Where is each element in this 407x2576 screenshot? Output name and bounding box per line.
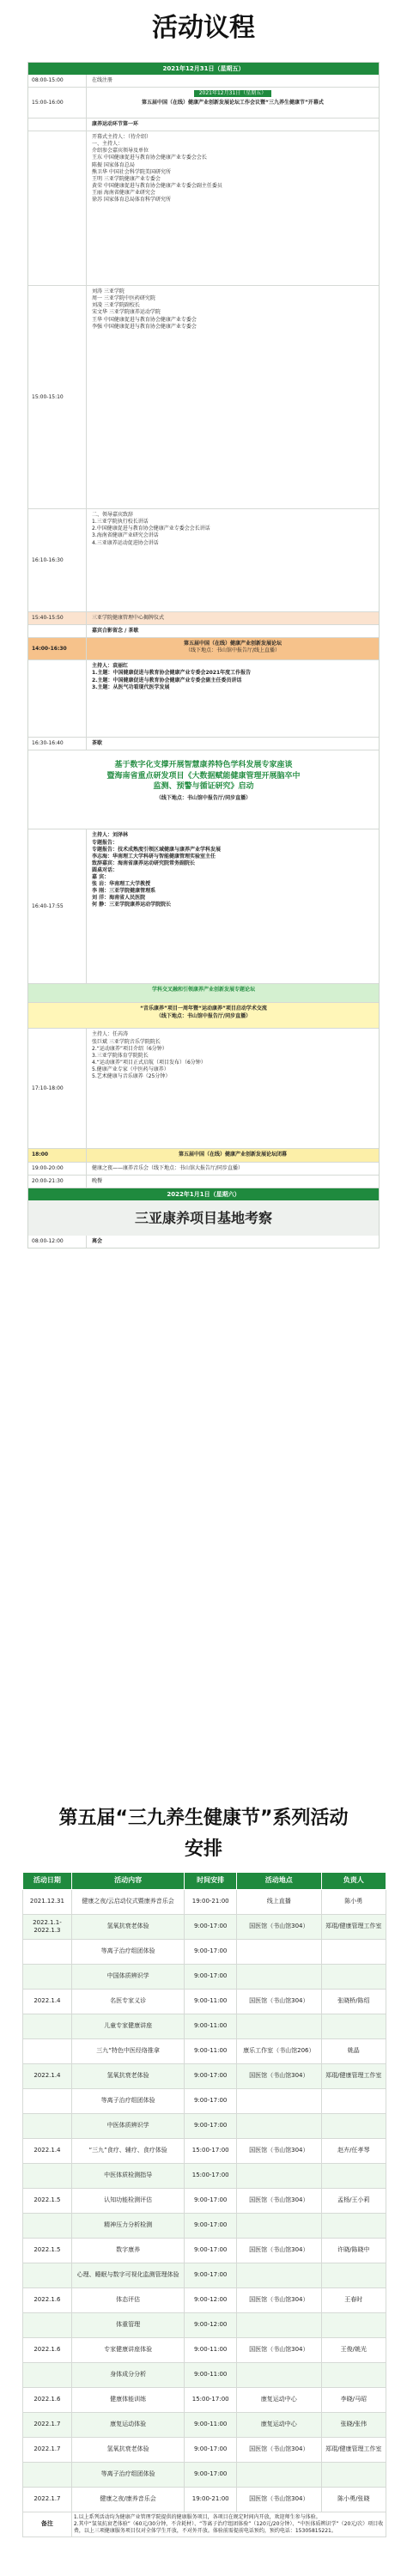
page-title: 活动议程 xyxy=(152,13,255,43)
cell-place: 康乐工作室（书山馆206） xyxy=(237,2039,322,2064)
agenda-row xyxy=(28,638,379,660)
cell-time: 19:00-21:00 xyxy=(185,2488,237,2512)
table-row xyxy=(23,2014,386,2039)
agenda-row xyxy=(28,1003,379,1029)
cell-date xyxy=(23,2039,72,2064)
cell-place xyxy=(237,2214,322,2239)
forum1-title: 第五届中国（在线）健康产业创新发展论坛 xyxy=(183,641,282,647)
cell-date: 2022.1.7 xyxy=(23,2438,72,2463)
row-text: 嘉宾合影留念 / 茶歇 xyxy=(92,628,139,635)
date-pill: 2021年12月31日（星期五） xyxy=(194,90,272,97)
day1-header: 2021年12月31日（星期五） xyxy=(28,63,379,75)
cell-date: 2022.1.1-2022.1.3 xyxy=(23,1915,72,1940)
table-row xyxy=(23,2214,386,2239)
cell-date: 2022.1.6 xyxy=(23,2338,72,2363)
row-time: 14:00-16:30 xyxy=(28,638,87,659)
cell-date: 2022.1.5 xyxy=(23,2239,72,2263)
table-row xyxy=(23,2488,386,2512)
opening-title: 第五届中国（在线）健康产业创新发展论坛工作会议暨“三九养生健康节”开幕式 xyxy=(142,100,324,106)
row-text: 健康之夜——康养音乐会（线下地点：书山馆大报告厅/同步直播） xyxy=(92,1164,244,1171)
table-row xyxy=(23,2288,386,2313)
row-time: 08:00-12:00 xyxy=(28,1236,87,1248)
cell-date xyxy=(23,2014,72,2039)
cell-place xyxy=(237,1940,322,1965)
cell-place xyxy=(237,2463,322,2488)
cell-time: 9:00-11:00 xyxy=(185,1990,237,2014)
forum3-body: 主持人：任芮涛 张巨斌 三亚学院音乐学院院长 2.“运动康养”项目介绍（6分钟） 3.三亚学院体育学院院长 4.“运动康养”项目正式启航（项目发布）（6分钟） 5.健康产业专家（中医药与康养） 5.艺术健康与音乐康养（25分钟） xyxy=(92,1031,206,1080)
row-time: 17:10-18:00 xyxy=(28,1029,87,1148)
col-header: 活动内容 xyxy=(71,1873,184,1890)
table-row xyxy=(23,2363,386,2388)
col-header: 负责人 xyxy=(321,1873,386,1890)
row-text: 晚餐 xyxy=(92,1177,103,1184)
row-time: 16:40-17:55 xyxy=(28,829,87,983)
speech-list: 二、领导嘉宾致辞 1.三亚学院执行校长讲话 2.中国健康促进与教育协会健康产业专委会会长讲话 3.海南省健康产业研究会讲话 4.三亚康养运动促进协会讲话 xyxy=(92,512,210,546)
cell-owner xyxy=(321,1940,386,1965)
forum2-title: 基于数字化支撑开展智慧康养特色学科发展专家座谈 暨海南省重点研发项目《大数据赋能健康管理开展脑卒中 监测、预警与循证研究》启动 xyxy=(106,761,301,791)
cell-owner: 姚晶 xyxy=(321,2039,386,2064)
cell-owner: 许晓/陈晓中 xyxy=(321,2239,386,2263)
cell-date xyxy=(23,2463,72,2488)
cell-place: 国医馆（书山馆304） xyxy=(237,2438,322,2463)
agenda-row xyxy=(28,131,379,286)
cell-date: 2021.12.31 xyxy=(23,1890,72,1915)
cell-date: 2022.1.4 xyxy=(23,2064,72,2089)
cell-owner: 陈小勇 xyxy=(321,1890,386,1915)
forum1-body: 主持人：袁丽红 1.主题：中国健康促进与教育协会健康产业专委会2021年度工作报告 2.主题：中国健康促进与教育协会健康产业专委会副主任委员讲话 3.主题：从医气功看现代医学发展 xyxy=(92,663,252,690)
table-row xyxy=(23,2388,386,2413)
cell-time: 9:00-17:00 xyxy=(185,2189,237,2214)
table-row xyxy=(23,2239,386,2263)
cell-time: 9:00-11:00 xyxy=(185,2413,237,2438)
cell-place xyxy=(237,2263,322,2288)
agenda-row xyxy=(28,1236,379,1248)
row-text: 在线注册 xyxy=(92,77,113,83)
cell-content: 氢氧抗衰老体验 xyxy=(71,1915,184,1940)
cell-date: 2022.1.7 xyxy=(23,2413,72,2438)
cell-place xyxy=(237,2363,322,2388)
row-time: 15:40-15:50 xyxy=(28,612,87,624)
cell-time: 9:00-17:00 xyxy=(185,1915,237,1940)
section-label: 康养运动环节第一环 xyxy=(92,121,139,128)
cell-content: 氢氧抗衰老体验 xyxy=(71,2438,184,2463)
cell-place: 国医馆（书山馆304） xyxy=(237,2139,322,2164)
agenda-row xyxy=(28,984,379,1003)
cell-content: 健康之夜/康养音乐会 xyxy=(71,2488,184,2512)
cell-place xyxy=(237,1965,322,1990)
table-row xyxy=(23,1990,386,2014)
cell-owner: 郑琨/健康管理工作室 xyxy=(321,1915,386,1940)
cell-owner xyxy=(321,2164,386,2189)
cell-place: 国医馆（书山馆304） xyxy=(237,2488,322,2512)
cell-owner xyxy=(321,2363,386,2388)
cell-date xyxy=(23,2263,72,2288)
cell-owner: 张晓/张伟 xyxy=(321,2413,386,2438)
cell-time: 15:00-17:00 xyxy=(185,2388,237,2413)
agenda-row xyxy=(28,75,379,88)
note-text: 1.以上系列活动均为健康产业管理学院提供的健康服务项目，各项目在规定时间内开放，欢迎师生参与体验。 2.其中“氢氧抗衰老体验”（60元/30分钟，不含耗材）、“等离子治疗组团体验”（120元/20分钟）、“中医体质辨识学”（20元/次）项目收费，以上三项健康服务项目仅对全体学生开放，不对外开放。体验前需提前电话预约，预约电话：15305815221。 xyxy=(71,2512,386,2537)
table-row xyxy=(23,1965,386,1990)
day2-header: 2022年1月1日（星期六） xyxy=(28,1188,379,1200)
table-row xyxy=(23,2338,386,2363)
cell-time: 9:00-12:00 xyxy=(185,2313,237,2338)
cell-owner: 李晓/马昭 xyxy=(321,2388,386,2413)
cell-content: 三九“特色中医经络推拿 xyxy=(71,2039,184,2064)
tea-break: 茶歇 xyxy=(92,740,103,747)
table-row xyxy=(23,1890,386,1915)
table-row xyxy=(23,2139,386,2164)
agenda-row xyxy=(28,829,379,984)
cell-owner: 王春时 xyxy=(321,2288,386,2313)
cell-owner xyxy=(321,2313,386,2338)
cell-time: 9:00-11:00 xyxy=(185,2363,237,2388)
cell-date: 2022.1.4 xyxy=(23,1990,72,2014)
cell-place xyxy=(237,2114,322,2139)
row-time: 16:10-16:30 xyxy=(28,509,87,611)
table-row xyxy=(23,2164,386,2189)
agenda-row xyxy=(28,750,379,829)
agenda-row xyxy=(28,1029,379,1149)
row-text: 离会 xyxy=(92,1238,103,1245)
table-row xyxy=(23,1940,386,1965)
cell-content: 中医体质辨识学 xyxy=(71,2114,184,2139)
cell-content: 中国体质辨识学 xyxy=(71,1965,184,1990)
agenda-row xyxy=(28,1163,379,1176)
cell-time: 9:00-12:00 xyxy=(185,2288,237,2313)
table-row xyxy=(23,2114,386,2139)
cell-place xyxy=(237,2164,322,2189)
agenda-row xyxy=(28,286,379,509)
table-row xyxy=(23,2463,386,2488)
cell-content: “三九”食疗、辅疗、食疗体验 xyxy=(71,2139,184,2164)
cell-owner: 张晓桥/陈绍 xyxy=(321,1990,386,2014)
cell-owner: 郑琨/健康管理工作室 xyxy=(321,2438,386,2463)
cell-owner xyxy=(321,2014,386,2039)
cell-date xyxy=(23,2313,72,2338)
cell-time: 9:00-17:00 xyxy=(185,2114,237,2139)
cell-time: 9:00-17:00 xyxy=(185,2214,237,2239)
cell-content: 等离子治疗组团体验 xyxy=(71,1940,184,1965)
cell-time: 9:00-11:00 xyxy=(185,2039,237,2064)
visit-title: 三亚康养项目基地考察 xyxy=(28,1200,379,1236)
cell-place xyxy=(237,2089,322,2114)
guest-list: 刘涛 三亚学院 周一 三亚学院中医药研究院 刘凌 三亚学院副校长 宋文华 三亚学院康养运动学院 王华 中国健康促进与教育协会健康产业专委会 李强 中国健康促进与教育协会健康产业专委会 xyxy=(92,289,197,330)
cell-date xyxy=(23,2164,72,2189)
cell-content: 体态评估 xyxy=(71,2288,184,2313)
cell-place: 国医馆（书山馆304） xyxy=(237,1990,322,2014)
cell-owner xyxy=(321,2214,386,2239)
cell-time: 15:00-17:00 xyxy=(185,2139,237,2164)
cell-place: 国医馆（书山馆304） xyxy=(237,2239,322,2263)
schedule-body xyxy=(23,1890,386,2512)
cell-owner: 孟杨/王小莉 xyxy=(321,2189,386,2214)
cell-content: 等离子治疗组团体验 xyxy=(71,2463,184,2488)
cell-content: 精神压力分析检测 xyxy=(71,2214,184,2239)
cell-place: 康复运动中心 xyxy=(237,2388,322,2413)
agenda-row xyxy=(28,612,379,625)
cell-time: 15:00-17:00 xyxy=(185,2164,237,2189)
table-row xyxy=(23,2064,386,2089)
table-row xyxy=(23,2189,386,2214)
agenda-row xyxy=(28,118,379,131)
cell-date: 2022.1.6 xyxy=(23,2388,72,2413)
schedule-title: 第五届“三九养生健康节”系列活动 安排 xyxy=(58,1807,349,1860)
agenda-row xyxy=(28,738,379,750)
cell-date: 2022.1.4 xyxy=(23,2139,72,2164)
cell-owner: 郑琨/健康管理工作室 xyxy=(321,2064,386,2089)
cell-date: 2022.1.7 xyxy=(23,2488,72,2512)
cell-time: 9:00-17:00 xyxy=(185,2263,237,2288)
row-time: 15:00-15:10 xyxy=(28,286,87,508)
agenda-row xyxy=(28,1176,379,1188)
cell-owner: 赵卉/任孝琴 xyxy=(321,2139,386,2164)
cell-time: 9:00-17:00 xyxy=(185,2064,237,2089)
cell-content: 体重管理 xyxy=(71,2313,184,2338)
table-row xyxy=(23,2438,386,2463)
agenda-row xyxy=(28,1149,379,1162)
row-time: 20:00-21:30 xyxy=(28,1176,87,1188)
cell-place: 国医馆（书山馆304） xyxy=(237,2064,322,2089)
cell-time: 9:00-17:00 xyxy=(185,1965,237,1990)
cell-time: 9:00-17:00 xyxy=(185,2239,237,2263)
cell-time: 9:00-17:00 xyxy=(185,2463,237,2488)
row-time: 15:00-16:00 xyxy=(28,88,87,118)
cell-content: 认知功能检测评估 xyxy=(71,2189,184,2214)
table-row xyxy=(23,2413,386,2438)
cell-date xyxy=(23,2089,72,2114)
schedule-table xyxy=(22,1872,386,2537)
cell-date: 2022.1.5 xyxy=(23,2189,72,2214)
cell-time: 19:00-21:00 xyxy=(185,1890,237,1915)
cell-content: 康复运动体验 xyxy=(71,2413,184,2438)
cell-owner xyxy=(321,2463,386,2488)
col-header: 活动日期 xyxy=(23,1873,72,1890)
cell-content: 专家健康讲座体验 xyxy=(71,2338,184,2363)
forum1-sub: （线下地点：书山馆中报告厅/线上直播） xyxy=(185,647,281,654)
cell-date xyxy=(23,1965,72,1990)
cell-content: 健康体能训练 xyxy=(71,2388,184,2413)
table-row xyxy=(23,2039,386,2064)
table-row xyxy=(23,2089,386,2114)
cell-owner: 陈小勇/张晓 xyxy=(321,2488,386,2512)
agenda-row xyxy=(28,88,379,118)
row-time: 08:00-15:00 xyxy=(28,75,87,87)
cell-time: 9:00-11:00 xyxy=(185,2014,237,2039)
cell-content: 身体成分分析 xyxy=(71,2363,184,2388)
forum2-body: 主持人：刘泽林 专题报告： 专题报告：技术成熟度引领区域健康与康养产业学科发展 李志海：华南理工大学科研与智能健康管理实验室主任 致辞嘉宾：海南省康养运动研究院常务副院长 圆桌对话： 嘉 宾： 张 岩：华南理工大学教授 李 刚：三亚学院健康管理系 刘 洋：海南省人民医院 何 静：三亚学院康养运动学院院长 xyxy=(92,832,222,908)
cell-place xyxy=(237,2014,322,2039)
row-text: 第五届中国（在线）健康产业创新发展论坛闭幕 xyxy=(178,1151,287,1158)
cell-content: 健康之夜/云启动仪式暨康养音乐会 xyxy=(71,1890,184,1915)
col-header: 活动地点 xyxy=(237,1873,322,1890)
agenda-row xyxy=(28,660,379,738)
cell-content: 等离子治疗组团体验 xyxy=(71,2089,184,2114)
cell-time: 9:00-17:00 xyxy=(185,1940,237,1965)
forum3-title: 学科交叉融和引领康养产业创新发展专题论坛 xyxy=(151,987,255,993)
cell-time: 9:00-11:00 xyxy=(185,2338,237,2363)
row-time: 19:00-20:00 xyxy=(28,1163,87,1175)
cell-time: 9:00-17:00 xyxy=(185,2089,237,2114)
cell-date xyxy=(23,1940,72,1965)
cell-content: 心理、睡眠与数字可视化监测管理体验 xyxy=(71,2263,184,2288)
cell-date xyxy=(23,2214,72,2239)
col-header: 时间安排 xyxy=(185,1873,237,1890)
cell-place: 国医馆（书山馆304） xyxy=(237,2189,322,2214)
forum2-sub: （线下地点：书山馆中报告厅/同步直播） xyxy=(155,794,252,801)
cell-place: 国医馆（书山馆304） xyxy=(237,1915,322,1940)
cell-date: 2022.1.6 xyxy=(23,2288,72,2313)
cell-content: 数字康养 xyxy=(71,2239,184,2263)
cell-owner xyxy=(321,1965,386,1990)
cell-owner xyxy=(321,2114,386,2139)
cell-place: 国医馆（书山馆304） xyxy=(237,2338,322,2363)
table-row xyxy=(23,2263,386,2288)
forum3-sub: “音乐康养”项目一周年暨“运动康养”项目启动学术交流 （线下地点：书山馆中报告厅/同步直播） xyxy=(140,1005,267,1019)
agenda-row xyxy=(28,509,379,612)
row-time: 16:30-16:40 xyxy=(28,738,87,750)
cell-content: 儿童专家健康讲座 xyxy=(71,2014,184,2039)
cell-place: 线上直播 xyxy=(237,1890,322,1915)
row-text: 三亚学院健康管理中心揭牌仪式 xyxy=(92,615,165,622)
cell-time: 9:00-17:00 xyxy=(185,2438,237,2463)
agenda-table xyxy=(27,62,380,1249)
row-time: 18:00 xyxy=(28,1149,87,1161)
cell-owner xyxy=(321,2089,386,2114)
cell-owner xyxy=(321,2263,386,2288)
cell-owner: 王俊/姚光 xyxy=(321,2338,386,2363)
agenda-row xyxy=(28,625,379,638)
table-row xyxy=(23,2313,386,2338)
opening-host-list: 开幕式主持人：（待介绍） 一、主持人： 介绍参会嘉宾领导及单位 王东 中国健康促进与教育协会健康产业专委会会长 陈振 国家体育总局 熊卫华 中国社会科学院美国研究所 王明 三亚学院健康产业专委会 黄荣 中国健康促进与教育协会健康产业专委会副主任委员 王丽 海南省健康产业研究会 徐苏 国家体育总局体育科学研究所 xyxy=(92,134,222,204)
cell-date xyxy=(23,2114,72,2139)
cell-place: 康复运动中心 xyxy=(237,2413,322,2438)
cell-date xyxy=(23,2363,72,2388)
table-row xyxy=(23,1915,386,1940)
cell-place: 国医馆（书山馆304） xyxy=(237,2288,322,2313)
cell-content: 名医专家义诊 xyxy=(71,1990,184,2014)
cell-content: 中医体质检测指导 xyxy=(71,2164,184,2189)
cell-place xyxy=(237,2313,322,2338)
cell-content: 氢氧抗衰老体验 xyxy=(71,2064,184,2089)
note-label: 备注 xyxy=(23,2512,72,2537)
